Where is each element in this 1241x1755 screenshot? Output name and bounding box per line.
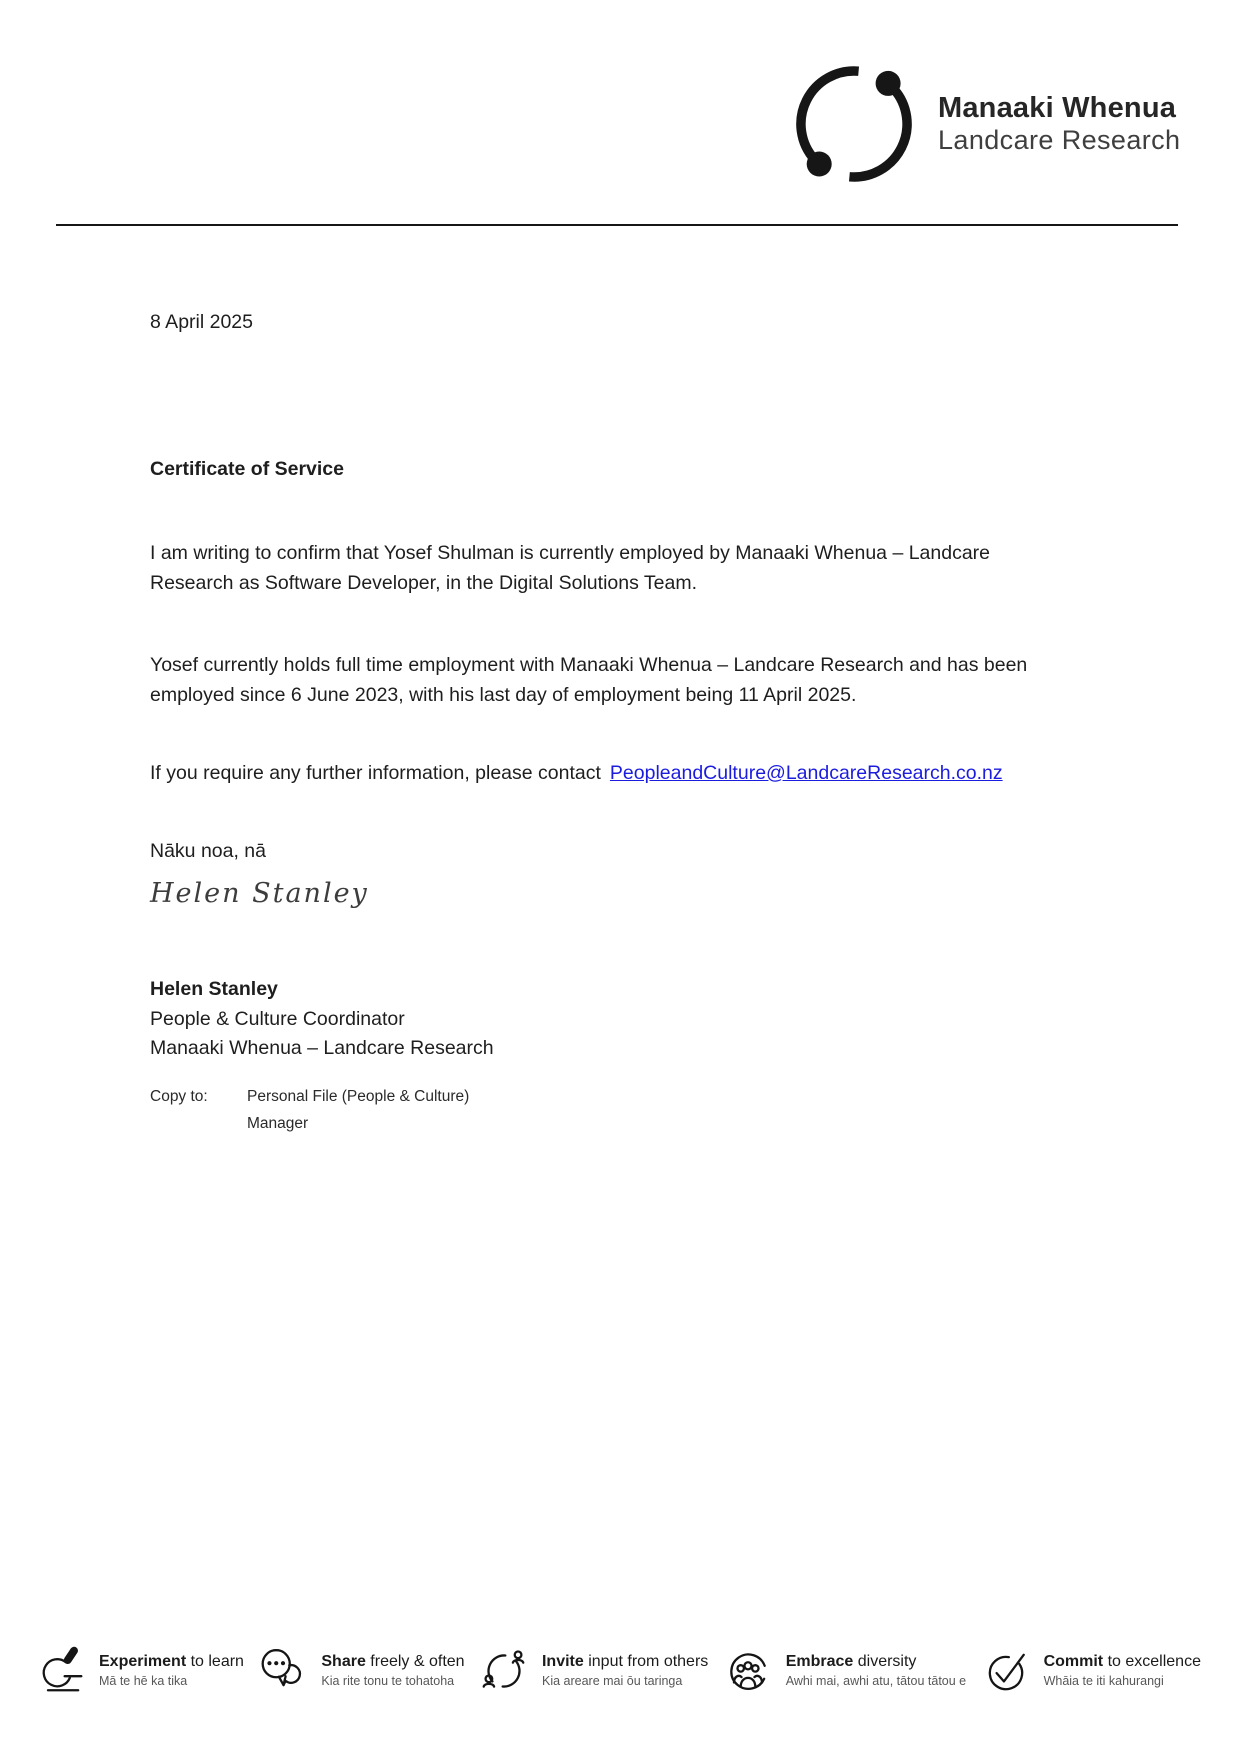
value-text <box>99 1653 244 1689</box>
copy-to-label: Copy to: <box>150 1088 208 1105</box>
value-title <box>786 1653 966 1671</box>
value-maori: Whāia te iti kahurangi <box>1043 1674 1164 1688</box>
sender-name: Helen Stanley <box>150 978 278 1000</box>
value-text <box>1044 1653 1201 1689</box>
value-keyword: Share <box>321 1653 366 1670</box>
signoff-text: Nāku noa, nā <box>150 840 267 862</box>
org-subname: Landcare Research <box>938 125 1181 155</box>
letter-title: Certificate of Service <box>150 458 345 480</box>
paragraph-employment-dates <box>150 650 1027 710</box>
copy-to-item: Personal File (People & Culture) <box>247 1088 470 1105</box>
value-maori: Mā te hē ka tika <box>99 1674 188 1688</box>
manaaki-whenua-logo-icon <box>792 62 916 186</box>
people-and-culture-email-link[interactable]: PeopleandCulture@LandcareResearch.co.nz <box>609 762 1003 784</box>
value-text <box>786 1653 966 1689</box>
value-title <box>542 1653 708 1671</box>
value-rest: to excellence <box>1103 1653 1201 1670</box>
value-rest: freely & often <box>365 1653 465 1670</box>
value-maori: Kia areare mai ōu taringa <box>541 1674 683 1688</box>
value-rest: to learn <box>186 1653 244 1670</box>
value-experiment <box>36 1646 244 1696</box>
sender-block <box>150 975 494 1064</box>
value-keyword: Embrace <box>785 1653 854 1670</box>
letter-date: 8 April 2025 <box>150 311 253 333</box>
value-keyword: Experiment <box>99 1653 187 1670</box>
value-text <box>321 1653 464 1689</box>
header-divider <box>56 224 1178 226</box>
group-icon <box>723 1646 773 1696</box>
value-rest: diversity <box>853 1653 917 1670</box>
value-share <box>258 1646 464 1696</box>
org-logo <box>792 62 1180 186</box>
value-maori: Kia rite tonu te tohatoha <box>321 1674 455 1688</box>
paragraph-line: employed since 6 June 2023, with his last day of employment being 11 April 2025. <box>150 684 857 706</box>
copy-to-item: Manager <box>247 1115 309 1132</box>
value-text <box>542 1653 708 1689</box>
value-embrace <box>723 1646 966 1696</box>
microscope-icon <box>36 1646 86 1696</box>
value-rest: input from others <box>583 1653 709 1670</box>
value-invite <box>479 1646 708 1696</box>
people-cycle-icon <box>479 1646 529 1696</box>
paragraph-line: Yosef currently holds full time employment with Manaaki Whenua – Landcare Research and has been <box>150 654 1028 676</box>
sender-org: Manaaki Whenua – Landcare Research <box>150 1037 494 1059</box>
value-title <box>99 1653 244 1671</box>
copy-to-block <box>150 1083 469 1137</box>
org-name: Manaaki Whenua <box>938 92 1177 124</box>
sender-role: People & Culture Coordinator <box>150 1007 405 1030</box>
value-keyword: Invite <box>541 1653 584 1670</box>
values-footer <box>0 1646 1241 1696</box>
paragraph-line: Research as Software Developer, in the Digital Solutions Team. <box>150 572 698 594</box>
paragraph-employment-confirmation <box>150 538 990 598</box>
value-keyword: Commit <box>1043 1653 1104 1670</box>
org-logo-text <box>938 92 1180 156</box>
handwritten-signature: Helen Stanley <box>150 878 369 909</box>
value-maori: Awhi mai, awhi atu, tātou tātou e <box>785 1674 967 1688</box>
value-title <box>1044 1653 1201 1671</box>
copy-to-items <box>247 1083 469 1137</box>
value-title <box>321 1653 464 1671</box>
check-circle-icon <box>981 1646 1031 1696</box>
paragraph-line: I am writing to confirm that Yosef Shulman is currently employed by Manaaki Whenua – Landcare <box>150 542 991 564</box>
contact-text: If you require any further information, please contact <box>150 762 601 784</box>
value-commit <box>981 1646 1201 1696</box>
paragraph-contact-info <box>150 758 1003 788</box>
speech-bubbles-icon <box>258 1646 308 1696</box>
